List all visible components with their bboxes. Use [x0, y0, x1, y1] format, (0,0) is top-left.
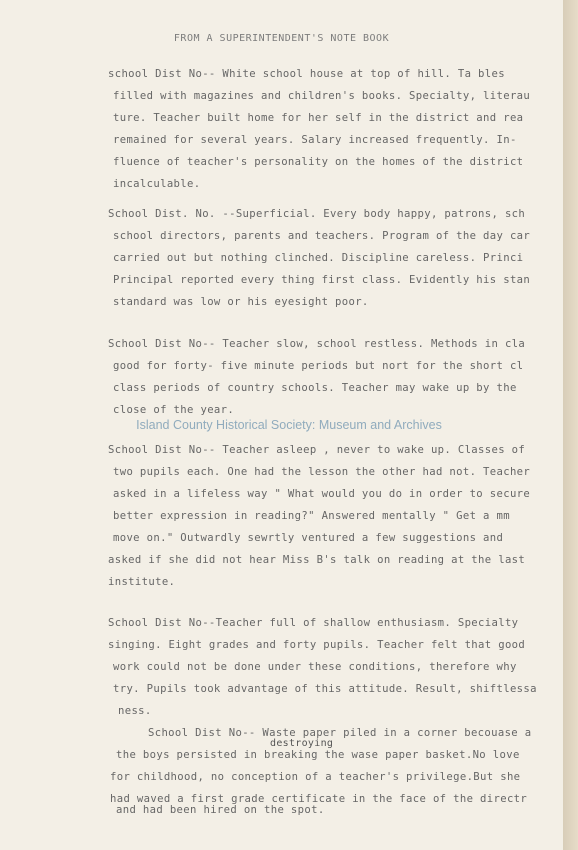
text-line: singing. Eight grades and forty pupils. Teacher felt that good: [108, 639, 526, 651]
text-line: better expression in reading?" Answered mentally " Get a mm: [113, 510, 510, 522]
text-line: the boys persisted in breaking the wase paper basket.No love: [116, 749, 520, 761]
text-line: ture. Teacher built home for her self in the district and rea: [113, 112, 524, 124]
text-line: remained for several years. Salary increased frequently. In-: [113, 134, 517, 146]
watermark: Island County Historical Society: Museum and Archives: [136, 418, 442, 432]
text-line: and had been hired on the spot.: [116, 804, 325, 816]
text-line: standard was low or his eyesight poor.: [113, 296, 369, 308]
text-line: two pupils each. One had the lesson the other had not. Teacher: [113, 466, 531, 478]
text-line: ness.: [118, 705, 152, 717]
text-line: School Dist No-- Teacher asleep , never to wake up. Classes of: [108, 444, 526, 456]
page-title: FROM A SUPERINTENDENT'S NOTE BOOK: [173, 33, 390, 44]
text-line: try. Pupils took advantage of this attitude. Result, shiftlessa: [113, 683, 537, 695]
text-line: carried out but nothing clinched. Discipline careless. Princi: [113, 252, 524, 264]
text-line: School Dist. No. --Superficial. Every body happy, patrons, sch: [108, 208, 526, 220]
text-line: for childhood, no conception of a teacher's privilege.But she: [110, 771, 521, 783]
text-line: incalculable.: [113, 178, 201, 190]
text-line: asked if she did not hear Miss B's talk on reading at the last: [108, 554, 526, 566]
text-line: had waved a first grade certificate in the face of the directr: [110, 793, 528, 805]
text-line: good for forty- five minute periods but nort for the short cl: [113, 360, 524, 372]
text-line: work could not be done under these conditions, therefore why: [113, 661, 517, 673]
text-line: close of the year.: [113, 404, 235, 416]
text-line: School Dist No--Teacher full of shallow enthusiasm. Specialty: [108, 617, 519, 629]
text-line: school directors, parents and teachers. Program of the day car: [113, 230, 531, 242]
text-line: Principal reported every thing first class. Evidently his stan: [113, 274, 531, 286]
text-line: move on." Outwardly sewrtly ventured a few suggestions and: [113, 532, 504, 544]
text-line: class periods of country schools. Teacher may wake up by the: [113, 382, 517, 394]
text-line: fluence of teacher's personality on the homes of the district: [113, 156, 524, 168]
text-line: asked in a lifeless way " What would you do in order to secure: [113, 488, 531, 500]
text-line: School Dist No-- Teacher slow, school restless. Methods in cla: [108, 338, 526, 350]
text-line: school Dist No-- White school house at top of hill. Ta bles: [108, 68, 505, 80]
handwritten-insert: destroying: [270, 738, 334, 749]
text-line: institute.: [108, 576, 176, 588]
text-line: School Dist No-- Waste paper piled in a corner becouase a: [148, 727, 532, 739]
text-line: filled with magazines and children's books. Specialty, literau: [113, 90, 531, 102]
